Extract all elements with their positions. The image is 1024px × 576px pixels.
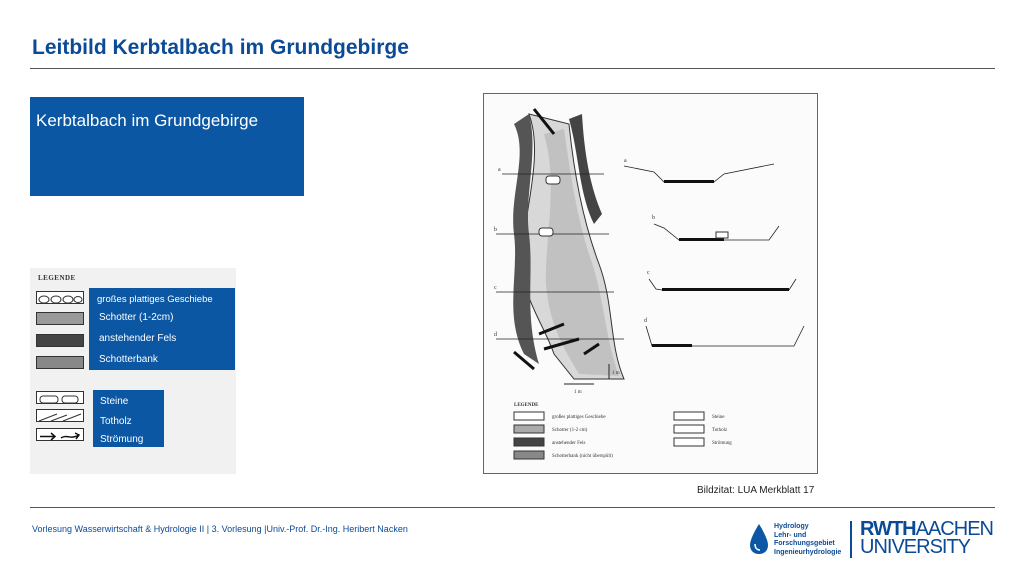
legend-symbol-stroemung (36, 428, 84, 441)
legend-symbol-totholz (36, 409, 84, 422)
cross-section-b (652, 215, 779, 241)
scale-label: 1 m (612, 371, 620, 376)
title-divider (30, 68, 995, 69)
section-letter: a (498, 167, 501, 173)
legend-symbol-steine (36, 391, 84, 404)
scale-label: 1 m (574, 390, 582, 395)
legend-symbol-fels (36, 334, 84, 347)
logo-separator (850, 521, 852, 558)
figure-legend-label: Strömung (712, 441, 732, 446)
legend-heading: LEGENDE (38, 274, 76, 282)
cross-section-c (647, 270, 796, 291)
legend-symbol-geschiebe (36, 291, 84, 304)
figure-legend-symbol (514, 438, 544, 446)
section-letter: d (494, 332, 497, 338)
section-letter: b (494, 227, 497, 233)
rwth-logo-text: AACHEN (915, 518, 993, 540)
legend-label: anstehender Fels (99, 333, 177, 344)
legend-label: Schotter (1-2cm) (99, 312, 174, 323)
figure-legend-label: Totholz (712, 428, 728, 433)
footer-text: Vorlesung Wasserwirtschaft & Hydrologie II | 3. Vorlesung |Univ.-Prof. Dr.-Ing. Heribert Nacken (32, 524, 408, 534)
svg-text:c: c (647, 270, 650, 276)
svg-text:b: b (652, 215, 655, 221)
footer-divider (30, 507, 995, 508)
figure-legend-label: anstehender Fels (552, 441, 586, 446)
figure-legend-symbol (514, 425, 544, 433)
hydro-logo-line: Lehr- und (774, 531, 807, 539)
figure-legend-symbol (674, 425, 704, 433)
highlight-box (30, 97, 304, 196)
legend-label: Totholz (100, 416, 132, 427)
stream-figure-drawing (484, 94, 819, 475)
figure-legend-label: Schotterbank (nicht überspült) (552, 454, 613, 459)
rwth-logo (860, 520, 993, 556)
rwth-logo-text: RWTH (860, 518, 916, 540)
svg-text:d: d (644, 318, 647, 324)
figure-legend-symbol (514, 412, 544, 420)
hydro-logo-line: Hydrology (774, 523, 809, 530)
hydro-logo-line: Forschungsgebiet (774, 540, 835, 547)
figure-legend-label: Schotter (1-2 cm) (552, 428, 588, 433)
highlight-box-text: Kerbtalbach im Grundgebirge (36, 111, 259, 130)
figure-legend-symbol (514, 451, 544, 459)
figure-legend-symbol (674, 412, 704, 420)
hydro-logo-line: Ingenieurhydrologie (774, 548, 842, 556)
figure-legend-heading: LEGENDE (514, 403, 539, 408)
water-drop-icon (748, 522, 770, 556)
legend-label: Schotterbank (99, 354, 158, 365)
section-letter: c (494, 285, 497, 291)
stone (546, 176, 560, 184)
stone (539, 228, 553, 236)
legend-label: großes plattiges Geschiebe (97, 294, 213, 305)
legend-panel (30, 268, 236, 474)
page-title: Leitbild Kerbtalbach im Grundgebirge (32, 36, 409, 59)
cross-section-d (644, 318, 804, 347)
hydrology-logo (748, 520, 848, 560)
figure-legend-label: Steine (712, 415, 725, 420)
legend-symbol-schotterbank (36, 356, 84, 369)
svg-text:a: a (624, 158, 627, 164)
rwth-logo-text: UNIVERSITY (860, 536, 971, 558)
figure-legend-symbol (674, 438, 704, 446)
image-caption: Bildzitat: LUA Merkblatt 17 (697, 485, 815, 496)
legend-label: Steine (100, 396, 129, 407)
stream-figure (483, 93, 818, 474)
cross-section-a (624, 158, 774, 183)
legend-label: Strömung (100, 434, 144, 445)
figure-legend-label: großes plattiges Geschiebe (552, 415, 606, 420)
legend-symbol-schotter (36, 312, 84, 325)
